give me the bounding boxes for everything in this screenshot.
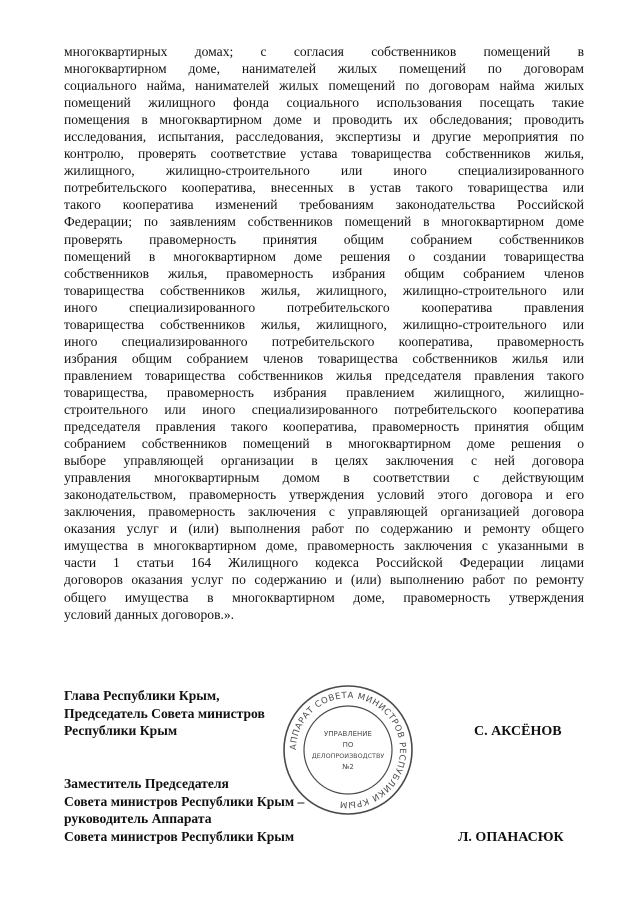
stamp-line-2: ПО [342, 741, 354, 749]
body-line: Федерации; по заявлениям собственников помещений в многоквартирном доме [64, 214, 584, 230]
body-line: товарищества собственников жилья, жилищного, жилищно-строительного или [64, 282, 584, 298]
signatory-title-line: руководитель Аппарата [64, 811, 212, 827]
signatory-title-line: Председатель Совета министров [64, 705, 265, 721]
body-line: помещений жилищного фонда социального использования посещать такие [64, 95, 584, 111]
signatory-title-line: Заместитель Председателя [64, 776, 229, 791]
body-line: общего имущества в многоквартирном доме, правомерность утверждения [64, 589, 584, 605]
stamp-line-3: ДЕЛОПРОИЗВОДСТВУ [311, 752, 385, 760]
stamp-line-1: УПРАВЛЕНИЕ [324, 730, 372, 738]
body-line: законодательством, правомерность утверждения условий этого договора и его [64, 487, 584, 503]
stamp-ring-text: АППАРАТ СОВЕТА МИНИСТРОВ РЕСПУБЛИКИ КРЫМ [288, 690, 408, 810]
body-line: части 1 статьи 164 Жилищного кодекса Российской Федерации лицами [64, 555, 584, 571]
body-line: выборе управляющей организации в целях заключения с ней договора [64, 453, 584, 469]
body-line: оказания услуг и (или) выполнения работ по содержанию и ремонту общего [64, 521, 584, 537]
body-line: председателя правления такого кооператива, правомерность принятия общим [64, 419, 584, 435]
body-text [64, 43, 584, 623]
body-line: договоров оказания услуг по содержанию и (или) выполнению работ по ремонту [64, 572, 584, 588]
body-line: иного специализированного потребительского кооператива правления [64, 299, 584, 315]
body-line: собственников жилья, правомерность избрания общим собранием членов [64, 265, 584, 281]
body-line: потребительского кооператива, внесенных в устав такого товарищества или [64, 180, 584, 196]
head-signatory-title [64, 687, 265, 740]
body-line: иного специализированного потребительского кооператива, правомерность [64, 333, 584, 349]
body-line: такого кооператива изменений требованиям законодательства Российской [64, 197, 584, 213]
body-line: проверять правомерность принятия общим собранием собственников [64, 231, 584, 247]
body-line: исследования, испытания, расследования, экспертизы и другие мероприятия по [64, 129, 584, 145]
body-line: собранием собственников помещений в многоквартирном доме решения о [64, 436, 584, 452]
body-line: избрания общим собранием членов товарищества собственников жилья или [64, 350, 584, 366]
signatory-title-line: Республики Крым [64, 723, 178, 739]
signatory-title-line: Глава Республики Крым, [64, 688, 220, 703]
body-line: многоквартирном доме, нанимателей жилых помещений по договорам [64, 61, 584, 77]
official-stamp [278, 680, 418, 820]
body-line: управления многоквартирным домом в соответствии с действующим [64, 470, 584, 486]
head-signatory-name: С. АКСЁНОВ [474, 724, 562, 739]
body-line: имущества в многоквартирном доме, правомерность заключения с указанными в [64, 538, 584, 554]
signatory-title-line: Совета министров Республики Крым [64, 828, 295, 844]
body-line: жилищного, жилищно-строительного или иного специализированного [64, 163, 584, 179]
body-line: товарищества собственников жилья, жилищного, жилищно-строительного или [64, 316, 584, 332]
body-line: контролю, проверять соответствие устава товарищества собственников жилья, [64, 146, 584, 162]
body-line: многоквартирных домах; с согласия собственников помещений в [64, 44, 584, 59]
body-line: помещений в многоквартирном доме решения о создании товарищества [64, 248, 584, 264]
body-line: товарищества, правомерность избрания правлением жилищного, жилищно- [64, 384, 584, 400]
deputy-signatory-name: Л. ОПАНАСЮК [458, 830, 564, 845]
svg-text:АППАРАТ СОВЕТА МИНИСТРОВ РЕСПУ [289, 691, 407, 809]
body-line: условий данных договоров.». [64, 606, 235, 622]
deputy-signatory-title [64, 775, 304, 845]
signatory-title-line: Совета министров Республики Крым – [64, 793, 305, 809]
body-line: помещения в многоквартирном доме и проводить их обследования; проводить [64, 112, 584, 128]
body-line: социального найма, нанимателей жилых помещений по договорам найма жилых [64, 78, 584, 94]
stamp-line-4: №2 [342, 763, 354, 771]
body-line: правлением товарищества собственников жилья председателя правления такого [64, 367, 584, 383]
body-line: заключения, правомерность заключения с управляющей организацией договора [64, 504, 584, 520]
body-line: строительного или иного специализированного потребительского кооператива [64, 401, 584, 417]
